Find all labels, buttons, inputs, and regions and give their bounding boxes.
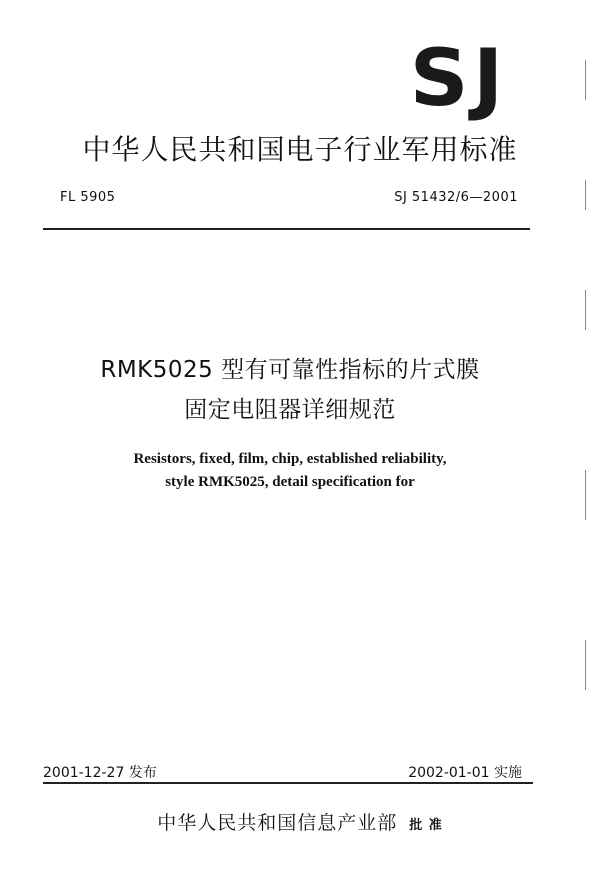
approving-authority [0,808,600,835]
scan-artifact [585,640,586,690]
approver-name: 中华人民共和国信息产业部 [157,812,398,834]
approve-label: 批 准 [409,818,443,833]
sj-logo: SJ [409,34,508,124]
fl-classification-code: FL 5905 [60,190,116,205]
sj-standard-number: SJ 51432/6—2001 [394,190,518,205]
english-title-line-2: style RMK5025, detail specification for [165,474,415,490]
chinese-title [0,350,580,430]
implementation-date: 2002-01-01 实施 [408,765,522,781]
chinese-title-line-1: RMK5025 型有可靠性指标的片式膜 [100,357,480,383]
english-title [0,448,580,494]
header-divider [43,228,530,230]
scan-artifact [585,470,586,520]
issue-date: 2001-12-27 发布 [43,765,157,781]
scan-artifact [585,180,586,210]
footer-divider [43,782,533,784]
chinese-title-line-2: 固定电阻器详细规范 [184,397,396,423]
standard-type-heading: 中华人民共和国电子行业军用标准 [82,133,518,166]
scan-artifact [585,60,586,100]
english-title-line-1: Resistors, fixed, film, chip, established reliability, [133,451,447,467]
scan-artifact [585,290,586,330]
